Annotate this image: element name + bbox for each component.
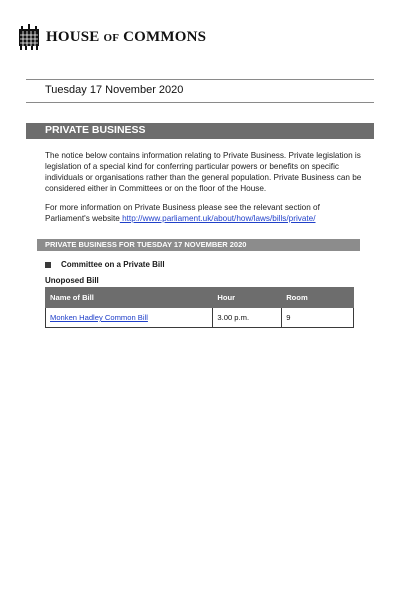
date-divider <box>26 102 374 103</box>
brand-house: HOUSE <box>46 28 100 45</box>
table-row <box>46 308 354 328</box>
subsection-header-bar <box>37 239 360 251</box>
header-divider <box>26 79 374 80</box>
subsection-title: PRIVATE BUSINESS FOR TUESDAY 17 NOVEMBER 2020 <box>45 240 247 249</box>
section-header-bar <box>26 123 374 139</box>
bills-table <box>45 287 354 328</box>
house-of-commons-logo <box>18 24 206 50</box>
bill-name-cell <box>46 308 213 328</box>
bill-link[interactable]: Monken Hadley Common Bill <box>50 313 148 322</box>
committee-heading: Committee on a Private Bill <box>61 260 165 269</box>
column-header-name: Name of Bill <box>46 288 213 308</box>
intro-paragraph: The notice below contains information relating to Private Business. Private legislation is legislation of a special kind for conferring particular powers or benefits on specific individuals or organisations rather than the general population. Private Business can be considered either in Committees or on the floor of the House. <box>45 151 362 193</box>
brand-wordmark <box>46 29 206 46</box>
column-header-room: Room <box>282 288 354 308</box>
hour-cell: 3.00 p.m. <box>213 308 282 328</box>
unopposed-heading: Unoposed Bill <box>45 276 99 285</box>
column-header-hour: Hour <box>213 288 282 308</box>
more-info-text: For more information on Private Business please see the relevant section of Parliament's website <box>45 203 320 223</box>
section-title: PRIVATE BUSINESS <box>45 124 146 136</box>
private-bills-link[interactable]: http://www.parliament.uk/about/how/laws/bills/private/ <box>119 214 316 223</box>
room-cell: 9 <box>282 308 354 328</box>
more-info-paragraph <box>45 202 365 224</box>
brand-of: OF <box>103 31 120 44</box>
table-header-row <box>46 288 354 308</box>
brand-commons: COMMONS <box>123 28 207 45</box>
portcullis-icon <box>18 24 40 50</box>
document-date: Tuesday 17 November 2020 <box>45 84 184 96</box>
square-bullet-icon <box>45 262 51 268</box>
